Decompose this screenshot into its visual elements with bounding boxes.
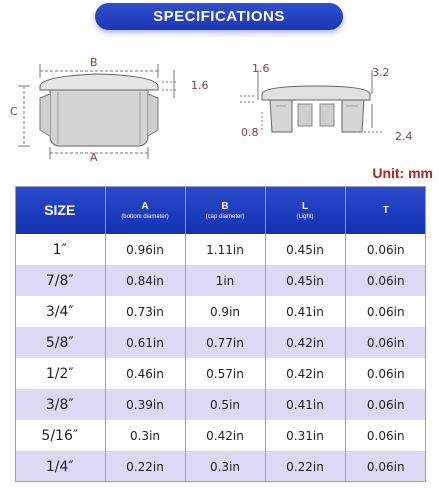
cell-l: 0.42in bbox=[265, 327, 345, 358]
cross-section-drawing bbox=[240, 70, 382, 132]
cell-t: 0.06in bbox=[366, 304, 405, 319]
cell-t: 0.06in bbox=[366, 242, 405, 257]
cell-l: 0.41in bbox=[265, 296, 345, 327]
cell-size: 5/16″ bbox=[15, 420, 105, 451]
cell-l: 0.22in bbox=[265, 451, 345, 482]
header-b-sub: (cap diameter) bbox=[205, 213, 245, 220]
table-row bbox=[15, 327, 426, 358]
header-a-sub: (bottom diameter) bbox=[121, 213, 169, 220]
cell-t: 0.06in bbox=[366, 397, 405, 412]
cell-b: 0.42in bbox=[185, 420, 265, 451]
cell-size: 1″ bbox=[15, 234, 105, 265]
header-l-sub: (Light) bbox=[296, 213, 314, 220]
dim-label-cap-thickness: 1.6 bbox=[191, 79, 209, 92]
cell-l: 0.45in bbox=[265, 234, 345, 265]
cell-l: 0.42in bbox=[265, 358, 345, 389]
side-view-drawing bbox=[18, 64, 178, 159]
table-row bbox=[15, 420, 426, 451]
dim-label-top-right: 3.2 bbox=[372, 66, 390, 79]
dim-label-b: B bbox=[90, 56, 98, 69]
cell-t: 0.06in bbox=[366, 335, 405, 350]
cell-t: 0.06in bbox=[366, 366, 405, 381]
cell-b: 0.3in bbox=[185, 451, 265, 482]
table-row bbox=[15, 451, 426, 482]
specifications-table bbox=[15, 186, 426, 482]
table-row bbox=[15, 358, 426, 389]
header-b-label: B bbox=[221, 200, 229, 212]
cell-a: 0.84in bbox=[105, 265, 185, 296]
cell-b: 0.9in bbox=[185, 296, 265, 327]
header-size: SIZE bbox=[15, 186, 105, 234]
cell-a: 0.96in bbox=[105, 234, 185, 265]
table-row bbox=[15, 265, 426, 296]
header-l-label: L bbox=[301, 200, 309, 212]
cell-size: 1/4″ bbox=[15, 451, 105, 482]
cell-size: 3/4″ bbox=[15, 296, 105, 327]
cell-a: 0.61in bbox=[105, 327, 185, 358]
dim-label-bottom-right: 2.4 bbox=[395, 130, 413, 143]
cell-b: 1.11in bbox=[185, 234, 265, 265]
header-t-label: T bbox=[382, 204, 389, 216]
table-row bbox=[15, 296, 426, 327]
header-t bbox=[345, 186, 426, 234]
cell-a: 0.22in bbox=[105, 451, 185, 482]
header-b bbox=[185, 186, 265, 234]
dim-label-a: A bbox=[90, 151, 98, 164]
cell-b: 0.77in bbox=[185, 327, 265, 358]
cell-l: 0.41in bbox=[265, 389, 345, 420]
cell-b: 0.5in bbox=[185, 389, 265, 420]
cell-size: 5/8″ bbox=[15, 327, 105, 358]
table-row bbox=[15, 234, 426, 265]
cell-a: 0.3in bbox=[105, 420, 185, 451]
cell-l: 0.45in bbox=[265, 265, 345, 296]
cell-size: 7/8″ bbox=[15, 265, 105, 296]
cell-a: 0.39in bbox=[105, 389, 185, 420]
dim-label-c: C bbox=[10, 105, 18, 118]
cell-l: 0.31in bbox=[265, 420, 345, 451]
cell-size: 1/2″ bbox=[15, 358, 105, 389]
header-a bbox=[105, 186, 185, 234]
dim-label-top-left: 1.6 bbox=[252, 62, 270, 75]
header-a-label: A bbox=[141, 200, 149, 212]
cell-t: 0.06in bbox=[366, 428, 405, 443]
header-l bbox=[265, 186, 345, 234]
cell-t: 0.06in bbox=[366, 459, 405, 474]
cell-a: 0.73in bbox=[105, 296, 185, 327]
dim-label-bottom-left: 0.8 bbox=[241, 126, 259, 139]
unit-label: Unit: mm bbox=[372, 165, 433, 181]
cell-t: 0.06in bbox=[366, 273, 405, 288]
cell-b: 0.57in bbox=[185, 358, 265, 389]
cell-size: 3/8″ bbox=[15, 389, 105, 420]
banner-title: SPECIFICATIONS bbox=[153, 8, 285, 25]
plug-dimension-diagram bbox=[0, 0, 439, 186]
cell-a: 0.46in bbox=[105, 358, 185, 389]
cell-b: 1in bbox=[185, 265, 265, 296]
table-header-row bbox=[15, 186, 426, 234]
table-row bbox=[15, 389, 426, 420]
